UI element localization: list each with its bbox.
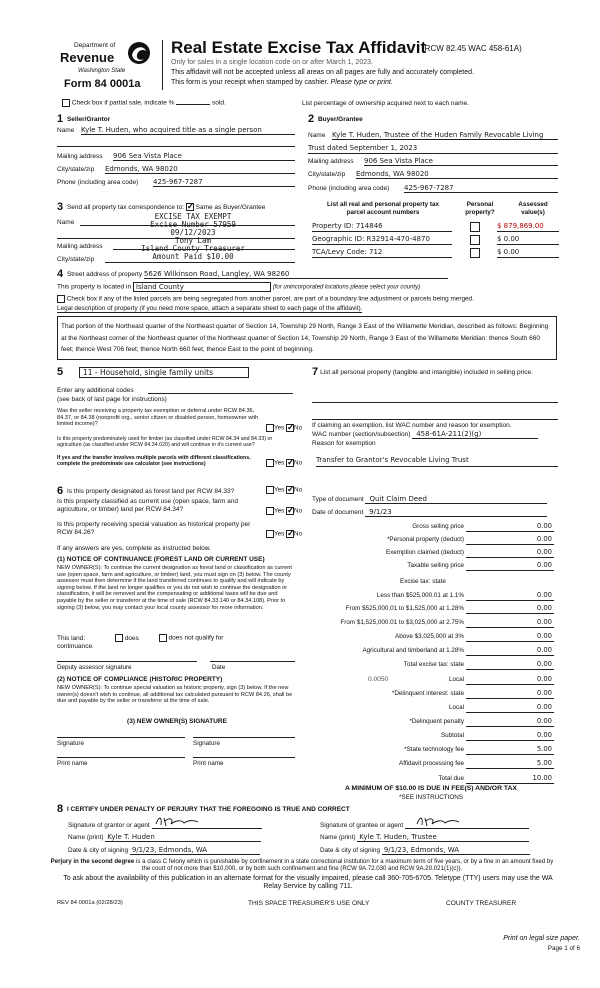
total-row [318,704,556,714]
grantor-signature-field[interactable] [152,820,262,829]
seller-phone-row [57,179,295,186]
wac-label: WAC number (section/subsection) [312,431,411,438]
parcel-row [312,222,562,234]
tier-row [318,661,556,671]
parcel-id-field[interactable]: Geographic ID: R32914-470-4870 [312,235,452,245]
calc-row [318,523,556,533]
parcels-header-personal-1: Personal [466,201,494,208]
seller-city-field[interactable]: Edmonds, WA 98020 [105,165,295,174]
tier-row-value[interactable]: 0.00 [536,660,552,668]
ownership-note: List percentage of ownership acquired next to each name. [302,100,469,107]
s6-q2-yes-label: Yes [274,507,285,515]
minimum-note: A MINIMUM OF $10.00 IS DUE IN FEE(S) AND/OR TAX [345,785,517,792]
buyer-name-field-2[interactable]: Trust dated September 1, 2023 [308,144,558,154]
calc-row-line [466,531,554,532]
tier-row-value[interactable]: 0.00 [536,646,552,654]
county-row [57,282,420,292]
land-use-code-select[interactable]: 11 - Household, single family units [79,367,249,378]
total-row-line [466,768,554,769]
tier-row-value[interactable]: 0.00 [536,618,552,626]
grantee-signature-mark [415,814,461,828]
calc-row-line [466,544,554,545]
grantee-date-label: Date & city of signing [320,847,381,854]
buyer-name-row [308,132,558,139]
calc-row-label: Gross selling price [412,523,464,530]
parcels-header-assessed-1: Assessed [518,201,548,208]
see-instructions: *SEE INSTRUCTIONS [398,794,464,801]
s6-q2-no-label: No [294,507,303,515]
total-row [318,732,556,742]
seller-mail-field[interactable]: 906 Sea Vista Place [113,152,295,161]
stamp-line-6: Amount Paid $10.00 [152,252,234,261]
street-label: Street address of property [66,271,143,278]
street-field[interactable]: 5626 Wilkinson Road, Langley, WA 98260 [144,270,448,279]
tier-row [318,592,556,602]
grantor-sig-row [68,820,262,829]
local-row [318,676,556,686]
total-row-value[interactable]: 10.00 [532,774,552,782]
deputy-signature-field[interactable] [57,661,197,662]
calc-row-value[interactable]: 0.00 [536,522,552,530]
s6-q3-yes-label: Yes [274,530,285,538]
total-row-label: Total due [438,775,464,782]
s5-q1: Was the seller receiving a property tax exemption or deferral under RCW 84.36, 84.37, or 84.38 (nonprofit org., senior citizen or disabled person, homeowner with limited income)? [57,408,259,428]
section6-number: 6 [57,485,64,497]
grantee-sig-label: Signature of grantee or agent [320,822,404,829]
segregation-label: Check box if any of the listed parcels are being segregated from another parcel, are part of a boundary line adjustment or parcels being merged. [66,295,474,303]
county-select[interactable]: Island County [133,282,271,292]
grantee-date-field[interactable]: 9/1/23, Edmonds, WA [382,846,530,855]
stamp-line-3: 09/12/2023 [170,228,216,237]
calc-row-value[interactable]: 0.00 [536,561,552,569]
seller-phone-label: Phone (including area code) [57,179,139,186]
tier-row-line [466,613,554,614]
total-row-line [466,726,554,727]
s6-q3-no-checkbox[interactable] [286,530,294,538]
section5-row [57,366,249,378]
grantee-name-label: Name (print) [320,834,356,841]
s5-q2-no-label: No [294,459,303,467]
tier-row-label: From $525,000.01 to $1,525,000 at 1.28% [345,605,464,612]
total-row-line [466,783,554,784]
parcel-row [312,235,562,247]
parcel-personal-checkbox[interactable] [470,248,480,258]
street-address-row [57,268,557,280]
s6-q3: Is this property receiving special valuation as historical property per RCW 84.26? [57,521,251,536]
parcels-header-accounts [308,201,458,217]
s6-q2-yes-checkbox[interactable] [266,507,274,515]
section7-number: 7 [312,366,319,378]
dor-logo [60,34,160,92]
seller-city-row [57,166,295,173]
s5-q1-yes-label: Yes [274,424,285,432]
wac-row [312,430,538,439]
stamp-line-2: Excise Number 57959 [150,220,236,229]
logo-swirl-icon [126,40,152,66]
parcel-id-field[interactable]: TCA/Levy Code: 712 [312,248,452,258]
rev-label: REV 84 0001a (02/28/23) [57,900,123,906]
s6-this-land-row [57,634,223,642]
total-row-line [466,754,554,755]
stamp-line-4: Tony Lam [174,236,212,245]
grantor-name-row [68,833,261,842]
s6-notice3-heading: (3) NEW OWNER(S) SIGNATURE [127,718,227,725]
seller-mail-label: Mailing address [57,153,103,160]
s5-q1-answer [266,424,302,432]
s5-q2-answer [266,459,302,467]
tier-row [318,647,556,657]
buyer-city-field[interactable]: Edmonds, WA 98020 [356,170,558,179]
partial-sale-pct-field[interactable] [176,104,210,105]
total-row [318,690,556,700]
buyer-phone-field[interactable]: 425-967-7287 [404,184,558,193]
seller-heading-label: Seller/Grantor [66,116,111,123]
total-row-line [466,740,554,741]
header-note-2: This affidavit will not be accepted unless all areas on all pages are fully and accurately completed. [171,69,474,76]
grantor-date-field[interactable]: 9/1/23, Edmonds, WA [130,846,260,855]
section7-row [312,368,558,377]
s5-q1-no-checkbox[interactable] [286,424,294,432]
total-row-value[interactable]: 5.00 [536,745,552,753]
s6-continuance-label: continuance. [57,643,94,650]
grantor-name-label: Name (print) [68,834,104,841]
total-row-line [466,712,554,713]
parcel-row [312,248,562,260]
corr-mail-label: Mailing address [57,243,103,250]
grantor-name-field[interactable]: Kyle T. Huden [105,833,261,842]
see-back-label: (see back of last page for instructions) [57,396,167,403]
s6-q1-no-label: No [294,486,303,494]
total-row-value[interactable]: 5.00 [536,759,552,767]
grantee-sig-row [320,820,529,829]
section7-text: List all personal property (tangible and intangible) included in selling price. [320,369,533,376]
seller-name-row [57,127,295,134]
grantor-date-row [68,846,260,855]
local-row-value[interactable]: 0.00 [536,675,552,683]
located-label: This property is located in [57,283,132,291]
total-row-label: *Delinquent penalty [409,718,464,725]
buyer-phone-label: Phone (including area code) [308,185,390,192]
doc-date-row [312,508,547,517]
parcels-header-personal [455,201,505,217]
s6-q3-answer [266,530,302,538]
s6-does-not-checkbox[interactable] [159,634,167,642]
seller-heading [57,113,110,125]
buyer-name-label: Name [308,132,326,139]
total-row [318,760,556,770]
s6-q1-text: Is this property designated as forest land per RCW 84.33? [66,488,235,495]
partial-sale-row [62,99,226,107]
total-row-value[interactable]: 0.00 [536,703,552,711]
parcels-header-accounts-2: parcel account numbers [346,209,420,216]
s6-q1-yes-label: Yes [274,486,285,494]
additional-codes-label: Enter any additional codes [57,387,134,394]
total-row-value[interactable]: 0.00 [536,731,552,739]
calc-row [318,549,556,559]
s6-q1 [57,485,234,497]
local-row-label: Local [448,676,464,683]
dept-line: Department of [74,42,116,49]
tier-row-line [466,641,554,642]
sig1-label: Signature [57,740,84,747]
stamp-line-1: EXCISE TAX EXEMPT [154,212,232,221]
state-line: Washington State [78,68,126,74]
segregation-row [57,295,474,303]
tier-row-label: Total excise tax: state [403,661,464,668]
local-row-line [466,684,554,685]
print1-label: Print name [57,760,88,767]
partial-sale-checkbox[interactable] [62,99,70,107]
buyer-city-label: City/state/zip [308,171,346,178]
tier-row-value[interactable]: 0.00 [536,632,552,640]
perjury-note [46,858,558,873]
calc-row-label: *Personal property (deduct) [386,536,464,543]
reason-field[interactable]: Transfer to Grantor's Revocable Living Trust [316,456,558,467]
s6-q1-no-checkbox[interactable] [286,486,294,494]
correspondence-text: Send all property tax correspondence to: [66,204,185,211]
parcel-value-field[interactable]: $ 0.00 [497,235,559,245]
header-note-3-plain: This form is your receipt when stamped by cashier. [171,79,329,86]
parcels-header-assessed-2: value(s) [521,209,545,216]
s6-q2-no-checkbox[interactable] [286,507,294,515]
header-vline [162,40,163,90]
tier-row-label: Above $3,025,000 at 3% [395,633,464,640]
s6-notice2-heading: (2) NOTICE OF COMPLIANCE (HISTORIC PROPERTY) [57,676,223,683]
s6-notice2-text: NEW OWNER(S): To continue special valuation as historic property, sign (3) below. If the new owner(s) doesn't wish to continue, all additional tax calculated pursuant to RCW 84.26, shall be due and payable by the seller or transferor at the time of sale. [57,685,293,705]
calc-row-value[interactable]: 0.00 [536,548,552,556]
seller-phone-field[interactable]: 425-967-7287 [153,178,295,187]
tier-row-value[interactable]: 0.00 [536,604,552,612]
corr-name-label: Name [57,219,75,226]
claim-label: If claiming an exemption, list WAC number and reason for exemption. [312,419,558,429]
calc-row-label: Taxable selling price [407,562,464,569]
additional-codes-field[interactable] [148,393,293,394]
s6-this-land-label: This land: [57,634,86,642]
section5-number: 5 [57,366,64,378]
page-title: Real Estate Excise Tax Affidavit [171,38,427,57]
form-number: Form 84 0001a [64,78,141,90]
personal-property-line-1[interactable] [312,402,558,403]
parcels-header-personal-2: property? [465,209,495,216]
grantee-name-field[interactable]: Kyle T. Huden, Trustee [357,833,529,842]
legal-description-field[interactable] [57,316,557,360]
seller-section-number: 1 [57,113,64,125]
doc-date-label: Date of document [312,509,364,516]
new-owner-signature-2[interactable] [193,737,295,738]
wac-field[interactable]: 458-61A-211(2)(g) [412,430,538,439]
s6-if-yes: If any answers are yes, complete as instructed below. [57,545,211,552]
seller-name-label: Name [57,127,75,134]
total-row-label: *State technology fee [404,746,464,753]
tier-row-line [466,600,554,601]
reason-label: Reason for exemption [312,440,376,447]
tier-row-label: From $1,525,000.01 to $3,025,000 at 2.75% [340,619,464,626]
section8-heading [57,803,350,815]
grantor-signature-mark [154,814,200,828]
s6-q2-answer [266,507,302,515]
section8-number: 8 [57,803,64,815]
s6-does-not-label: does not qualify for [168,634,224,642]
doc-type-label: Type of document [312,496,364,503]
new-owner-signature-1[interactable] [57,737,185,738]
corr-city-field[interactable] [105,262,295,263]
tier-row-label: Agricultural and timberland at 1.28% [362,647,464,654]
buyer-mail-field[interactable]: 906 Sea Vista Place [364,157,558,166]
perjury-bold: Perjury in the second degree [50,858,135,865]
legal-paper-note: Print on legal size paper. [503,935,580,942]
buyer-mail-label: Mailing address [308,158,354,165]
buyer-section-number: 2 [308,113,315,125]
deputy-date-field[interactable] [210,661,295,662]
parcels-header-assessed [508,201,558,217]
revenue-wordmark: Revenue [60,50,115,65]
s5-q2-yes-checkbox[interactable] [266,459,274,467]
calc-row-line [466,557,554,558]
alt-format-note: To ask about the availability of this publication in an alternate format for the visually impaired, please call 360-705-6705. Teletype (TTY) users may use the WA Relay Service by calling 711. [63,875,553,890]
total-row [318,746,556,756]
certify-text: I CERTIFY UNDER PENALTY OF PERJURY THAT THE FOREGOING IS TRUE AND CORRECT [66,806,350,813]
new-owner-print-2[interactable] [193,757,295,758]
sig2-label: Signature [193,740,220,747]
total-row-label: Affidavit processing fee [399,760,464,767]
new-owner-print-1[interactable] [57,757,185,758]
calc-row [318,536,556,546]
parcel-personal-checkbox[interactable] [470,235,480,245]
tier-row-line [466,669,554,670]
parcel-id-field[interactable]: Property ID: 714846 [312,222,452,232]
s5-q2-no-checkbox[interactable] [286,459,294,467]
s6-q1-yes-checkbox[interactable] [266,486,274,494]
s6-notice1-text: NEW OWNER(S): To continue the current designation as forest land or classification as current use (open space, farm and agriculture, or timber) land, you must sign on (3) below. The county assessor must then determine if the land transferred continues to qualify and will indicate by signing below. If the land no longer qualifies or you do not wish to continue the designation or classification, it will be removed and the compensating or additional taxes will be due and payable by the seller or transferor at the time of sale (RCW 84.33.140 or 84.34.108). Prior to signing (3) below, you may contact your local county assessor for more information. [57,565,292,611]
calc-row-value[interactable]: 0.00 [536,535,552,543]
total-row [318,775,556,785]
tier-row [318,619,556,629]
parcels-header-accounts-1: List all real and personal property tax [327,201,439,208]
street-section-number: 4 [57,268,64,280]
same-as-buyer-checkbox[interactable] [186,203,194,211]
tier-row-label: Less than $525,000.01 at 1.1% [376,592,464,599]
s6-q3-yes-checkbox[interactable] [266,530,274,538]
total-row-value[interactable]: 0.00 [536,717,552,725]
calc-row-line [466,570,554,571]
doc-date-field[interactable]: 9/1/23 [365,508,547,517]
corr-city-label: City/state/zip [57,256,95,263]
legal-desc-label: Legal description of property (if you need more space, attach a separate sheet to each page of the affidavit). [57,305,363,312]
grantee-signature-field[interactable] [405,820,529,829]
parcel-value-field[interactable]: $ 0.00 [497,248,559,258]
tier-row-line [466,655,554,656]
partial-sale-label: Check box if partial sale, indicate % [71,99,175,107]
title-rcw: (RCW 82.45 WAC 458-61A) [422,44,522,53]
seller-blank-line [57,146,295,147]
s5-q1-yes-checkbox[interactable] [266,424,274,432]
parcel-value-field[interactable]: $ 879,869.00 [497,222,559,232]
buyer-name-field[interactable]: Kyle T. Huden, Trustee of the Huden Family Revocable Living [332,131,558,140]
calc-row-label: Exemption claimed (deduct) [385,549,464,556]
doc-type-field[interactable]: Quit Claim Deed [365,495,547,504]
header-note-3 [171,79,393,86]
tier-row [318,633,556,643]
excise-state-label: Excise tax: state [400,578,446,585]
seller-name-field[interactable]: Kyle T. Huden, who acquired title as a single person [81,126,295,135]
buyer-heading [308,113,363,125]
total-row [318,718,556,728]
buyer-phone-row [308,185,558,192]
stamp-line-5: Island County Treasurer [141,244,245,253]
treasurer-use: THIS SPACE TREASURER'S USE ONLY [248,900,370,907]
buyer-mail-row [308,158,558,165]
grantee-name-row [320,833,529,842]
tier-row-value[interactable]: 0.00 [536,591,552,599]
s6-does-label: does [124,634,139,642]
partial-sale-sold: sold. [212,99,226,107]
seller-city-label: City/state/zip [57,166,95,173]
header-note-3-italic: Please type or print. [330,79,393,86]
total-row-label: *Delinquent interest: state [391,690,464,697]
total-row-label: Subtotal [440,732,464,739]
grantee-date-row [320,846,530,855]
deputy-signature-label: Deputy assessor signature [57,664,132,671]
s5-q2b: If yes and the transfer involves multiple parcels with different classifications, complete the predominate use calculator (see instructions) [57,455,251,468]
local-rate: 0.0050 [368,676,389,683]
perjury-text: is a class C felony which is punishable by confinement in a state correctional institution for a maximum term of five years, or by a fine in an amount fixed by the court of not more than $10,000, or by both such confinement and fine (RCW 9A.72.030 and RCW 9A.20.021(1)(c)). [136,858,554,873]
page-number: Page 1 of 6 [547,945,580,952]
tier-row [318,605,556,615]
deputy-date-label: Date [212,664,226,671]
correspondence-section-number: 3 [57,201,64,213]
s6-does-checkbox[interactable] [115,634,123,642]
calc-row [318,562,556,572]
s5-q2a: Is this property predominately used for timber (as classified under RCW 84.34 and 84.33) or agriculture (as classified under RCW 84.34.020) and will continue in it's current use? [57,436,273,449]
parcel-personal-checkbox[interactable] [470,222,480,232]
total-row-line [466,698,554,699]
buyer-heading-label: Buyer/Grantee [317,116,363,123]
s6-q2: Is this property classified as current use (open space, farm and agriculture, or timber) land per RCW 84.34? [57,498,239,513]
total-row-value[interactable]: 0.00 [536,689,552,697]
tier-row-line [466,627,554,628]
county-treasurer: COUNTY TREASURER [446,900,517,907]
doc-type-row [312,495,547,504]
segregation-checkbox[interactable] [57,295,65,303]
s6-q3-no-label: No [294,530,303,538]
total-row-label: Local [448,704,464,711]
s5-q1-no-label: No [294,424,303,432]
s6-notice1-heading: (1) NOTICE OF CONTINUANCE (FOREST LAND OR CURRENT USE) [57,556,265,563]
s5-q2-yes-label: Yes [274,459,285,467]
s6-q1-answer [266,486,302,494]
excise-exempt-stamp [118,213,268,261]
grantor-date-label: Date & city of signing [68,847,129,854]
header-note-1: Only for sales in a single location code on or after March 1, 2023. [171,59,373,66]
buyer-city-row [308,171,558,178]
county-hint: (for unincorporated locations please select your county) [272,284,421,291]
grantor-sig-label: Signature of grantor or agent [68,822,150,829]
legal-description-text: That portion of the Northeast quarter of the Northeast quarter of Section 14, Township 29 North, Range 3 East of the Willamette Meridian, described as follows: Beginning at the Northeast corner of the Northeast quarter of the Northeast quarter of Section 14, Township 29 North, Range 3 East of the Willamette Meridian: thence South 660 feet; thence West 706 feet; thence North 660 feet; thence East to the point of beginning. [61,323,549,354]
print2-label: Print name [193,760,224,767]
same-as-buyer-label: Same as Buyer/Grantee [195,204,266,211]
seller-mail-row [57,153,295,160]
